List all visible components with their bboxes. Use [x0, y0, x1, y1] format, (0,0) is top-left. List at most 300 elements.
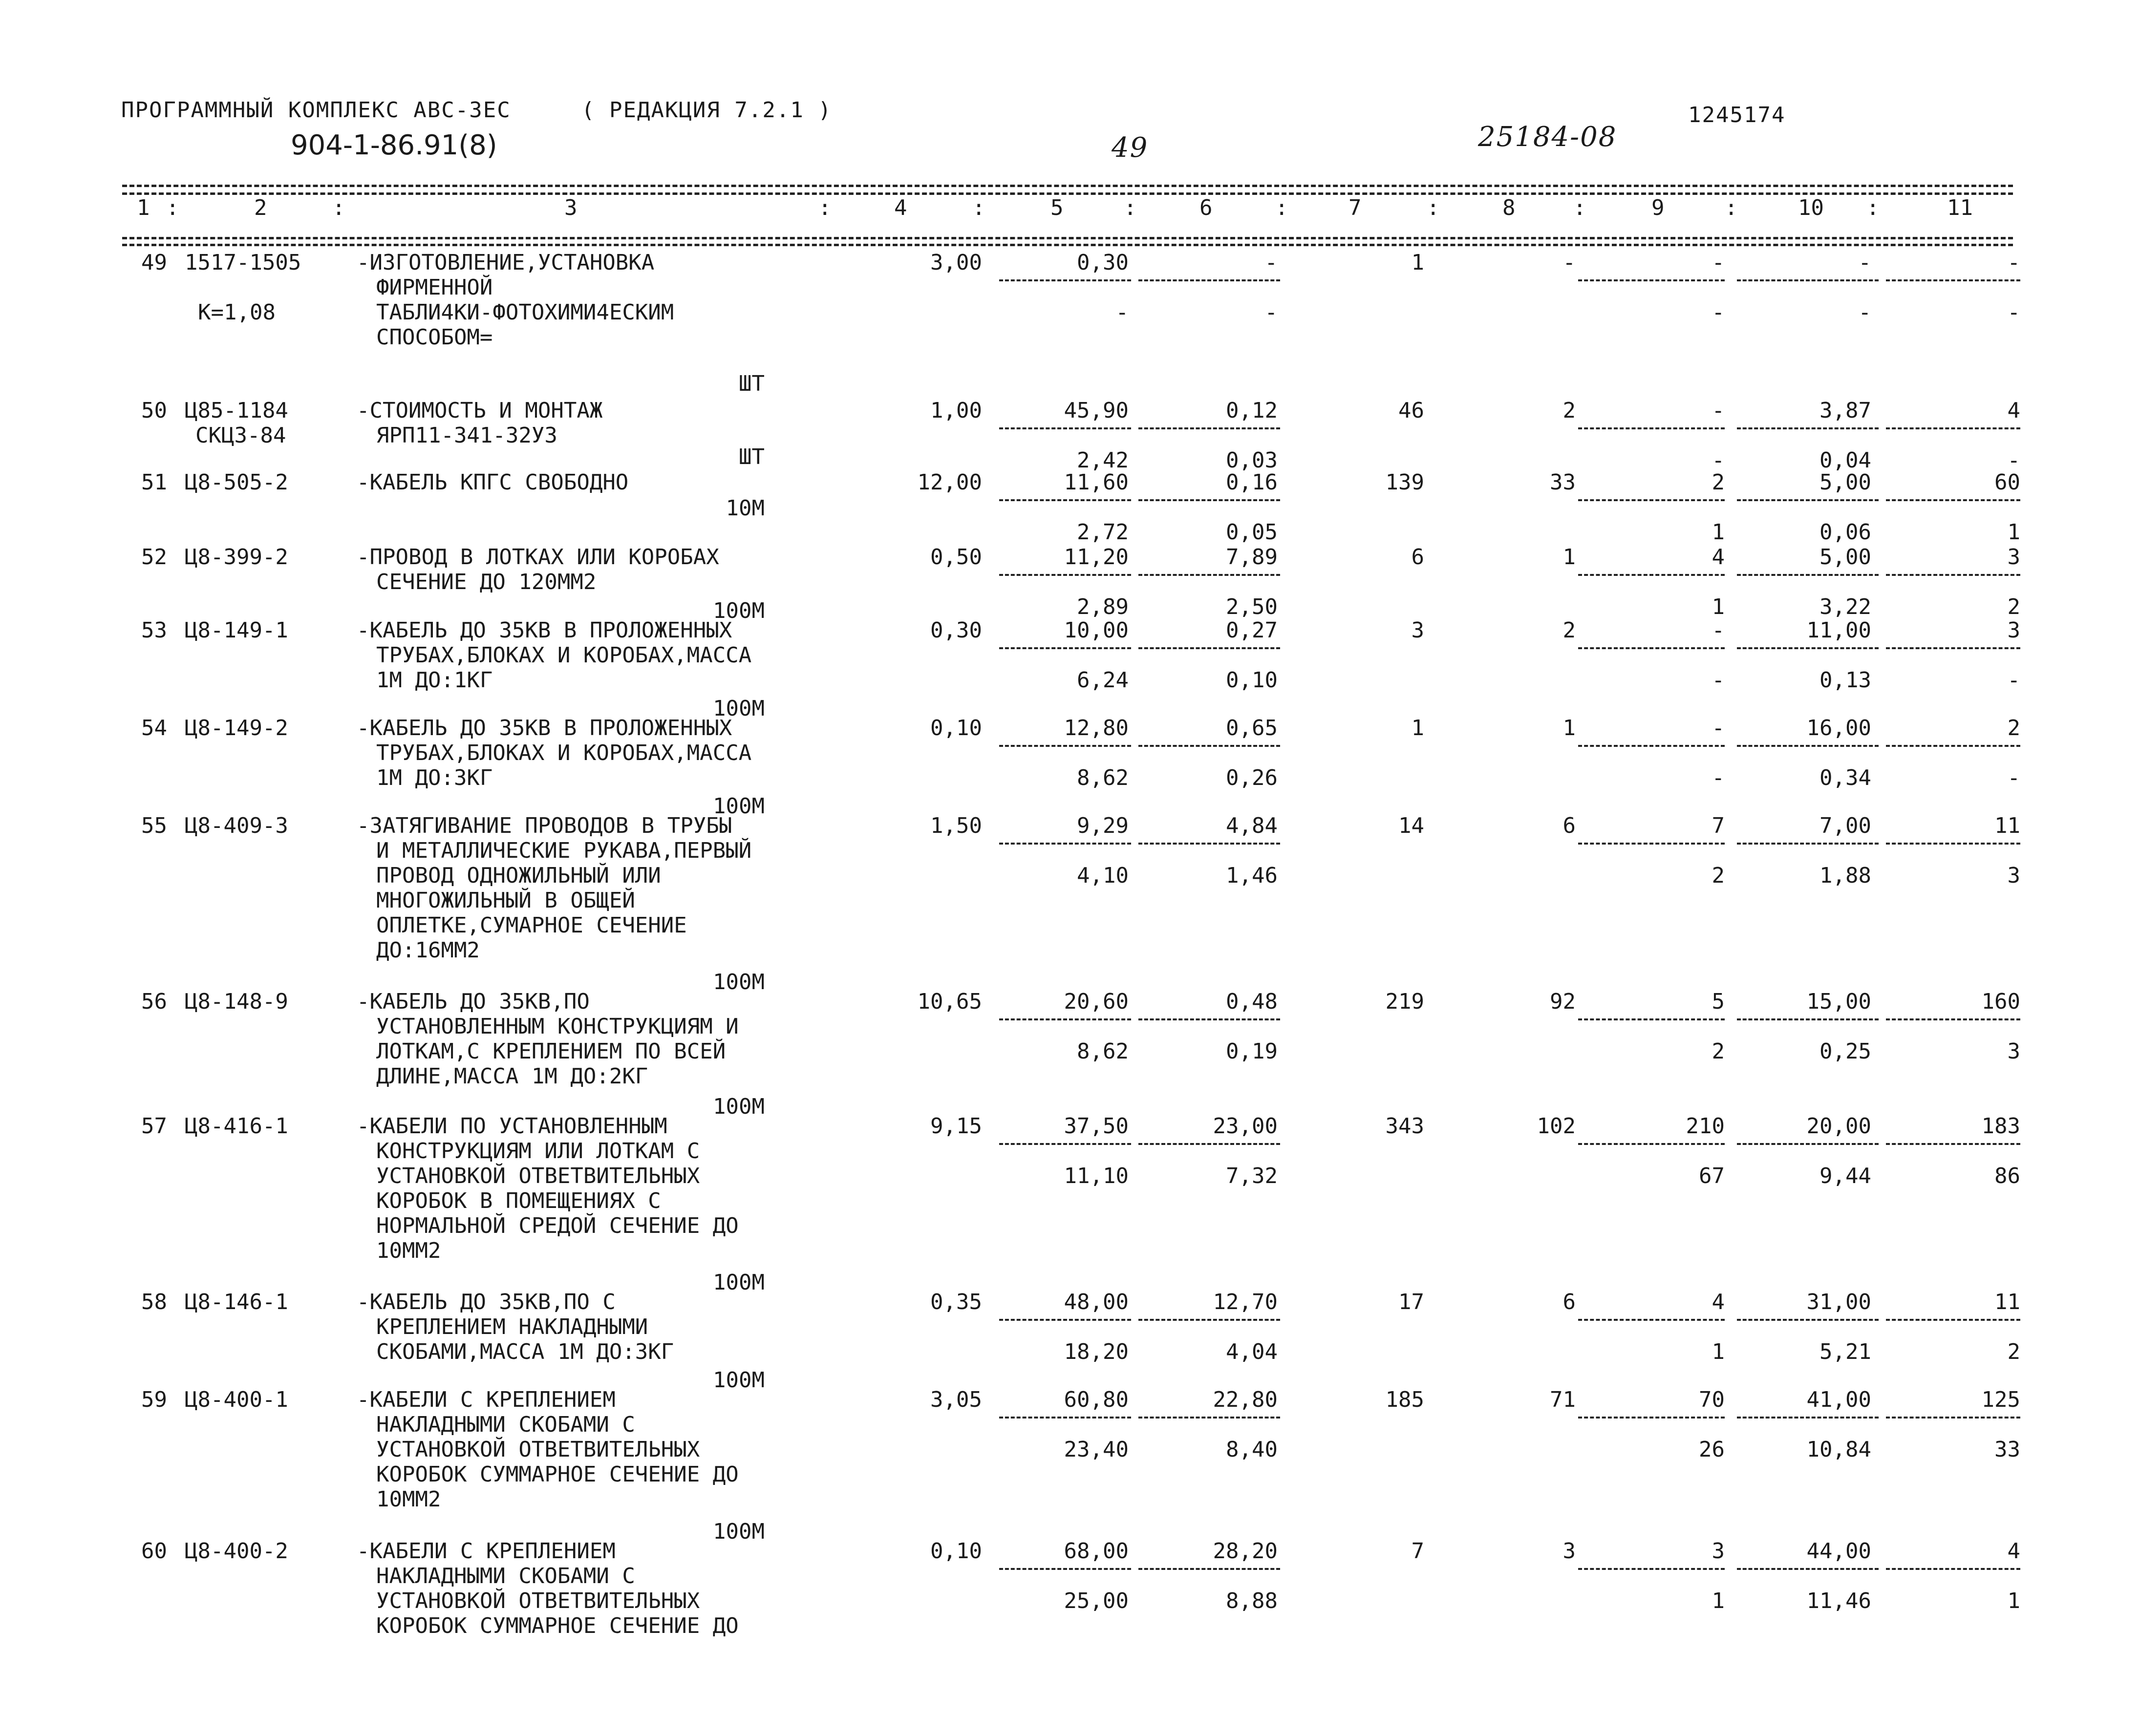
sub-value-c5: 2,72 [1077, 520, 1129, 545]
sub-value-c10: 10,84 [1806, 1437, 1871, 1462]
work-description-line: -КАБЕЛЬ ДО 35КВ В ПРОЛОЖЕННЫХ [357, 618, 732, 643]
sub-value-c9: 1 [1712, 1588, 1725, 1613]
value-c8: 6 [1562, 813, 1576, 838]
unit-of-measure: 100М [713, 598, 765, 623]
work-description-line: ТАБЛИ4КИ-ФОТОХИМИ4ЕСКИМ [376, 300, 674, 325]
work-description-line: -КАБЕЛЬ ДО 35КВ,ПО С [357, 1290, 616, 1314]
value-divider-c9 [1578, 647, 1725, 649]
value-c8: 2 [1562, 618, 1576, 643]
rate-code: Ц85-1184 [185, 398, 288, 423]
work-description-line: ДЛИНЕ,МАССА 1М ДО:2КГ [376, 1064, 648, 1089]
value-c11: 125 [1981, 1387, 2020, 1412]
value-c6: 4,84 [1226, 813, 1278, 838]
rate-code: Ц8-400-2 [185, 1539, 288, 1564]
value-c9: 2 [1712, 470, 1725, 495]
value-divider-c9 [1578, 427, 1725, 429]
value-c10: 31,00 [1806, 1290, 1871, 1314]
value-divider-c11 [1886, 427, 2020, 429]
row-number: 60 [141, 1539, 167, 1564]
value-c9: - [1712, 716, 1725, 741]
value-c8: 1 [1562, 545, 1576, 570]
value-c5: 11,20 [1064, 545, 1129, 570]
row-number: 53 [141, 618, 167, 643]
value-divider-c5 [999, 647, 1131, 649]
value-c10: 5,00 [1819, 545, 1871, 570]
value-divider-c5 [999, 499, 1131, 501]
unit-of-measure: 100М [713, 696, 765, 721]
value-c6: 0,16 [1226, 470, 1278, 495]
sub-value-c6: 8,88 [1226, 1588, 1278, 1613]
column-separator: : [1573, 195, 1586, 220]
work-description-line: ФИРМЕННОЙ [376, 275, 493, 300]
value-divider-c10 [1737, 1018, 1879, 1020]
value-c8: - [1562, 250, 1576, 275]
rate-code: 1517-1505 [185, 250, 301, 275]
work-description-line: УСТАНОВКОЙ ОТВЕТВИТЕЛЬНЫХ [376, 1164, 700, 1188]
unit-of-measure: ШТ [739, 371, 765, 396]
work-description-line: НАКЛАДНЫМИ СКОБАМИ С [376, 1564, 635, 1588]
unit-of-measure: 10М [726, 496, 765, 521]
work-description-line: МНОГОЖИЛЬНЫЙ В ОБЩЕЙ [376, 888, 635, 913]
value-divider-c5 [999, 427, 1131, 429]
sub-value-c5: - [1115, 300, 1129, 325]
sub-value-c11: 2 [2007, 594, 2020, 619]
value-c7: 46 [1398, 398, 1424, 423]
value-divider-c5 [999, 1417, 1131, 1418]
header-rule-top [122, 185, 2013, 187]
project-code: 904-1-86.91(8) [291, 129, 497, 161]
sub-value-c11: - [2007, 765, 2020, 790]
value-c9: 4 [1712, 545, 1725, 570]
value-divider-c9 [1578, 1417, 1725, 1418]
row-number: 56 [141, 989, 167, 1014]
rate-code: Ц8-146-1 [185, 1290, 288, 1314]
work-description-line: ПРОВОД ОДНОЖИЛЬНЫЙ ИЛИ [376, 863, 661, 888]
column-header-1: 1 [137, 195, 150, 220]
value-c10: 11,00 [1806, 618, 1871, 643]
value-divider-c11 [1886, 745, 2020, 747]
value-divider-c11 [1886, 499, 2020, 501]
value-c5: 68,00 [1064, 1539, 1129, 1564]
value-c11: 11 [1994, 813, 2020, 838]
value-divider-c11 [1886, 843, 2020, 845]
column-header-7: 7 [1348, 195, 1362, 220]
sub-value-c11: 2 [2007, 1339, 2020, 1364]
sub-value-c11: 1 [2007, 1588, 2020, 1613]
work-description-line: СЕЧЕНИЕ ДО 120ММ2 [376, 570, 597, 594]
sub-value-c11: 3 [2007, 863, 2020, 888]
sub-value-c11: - [2007, 448, 2020, 473]
work-description-line: СПОСОБОМ= [376, 325, 493, 350]
value-divider-c10 [1737, 499, 1879, 501]
sub-value-c6: 1,46 [1226, 863, 1278, 888]
unit-of-measure: 100М [713, 1094, 765, 1119]
value-c5: 10,00 [1064, 618, 1129, 643]
value-divider-c5 [999, 1568, 1131, 1570]
column-separator: : [1275, 195, 1288, 220]
value-divider-c9 [1578, 843, 1725, 845]
value-c4: 0,35 [930, 1290, 982, 1314]
value-c9: 4 [1712, 1290, 1725, 1314]
value-c7: 6 [1411, 545, 1424, 570]
header-rule-bottom-2 [122, 244, 2013, 246]
value-divider-c11 [1886, 1417, 2020, 1418]
value-c5: 37,50 [1064, 1114, 1129, 1139]
sub-value-c9: - [1712, 300, 1725, 325]
column-separator: : [166, 195, 179, 220]
value-c8: 102 [1537, 1114, 1576, 1139]
value-c11: 183 [1981, 1114, 2020, 1139]
sub-value-c6: 4,04 [1226, 1339, 1278, 1364]
value-divider-c11 [1886, 574, 2020, 576]
sub-value-c11: 3 [2007, 1039, 2020, 1064]
column-header-5: 5 [1050, 195, 1064, 220]
value-divider-c5 [999, 279, 1131, 281]
value-c6: 0,48 [1226, 989, 1278, 1014]
row-number: 51 [141, 470, 167, 495]
value-c4: 9,15 [930, 1114, 982, 1139]
sub-value-c5: 18,20 [1064, 1339, 1129, 1364]
row-number: 54 [141, 716, 167, 741]
work-description-line: -ИЗГОТОВЛЕНИЕ,УСТАНОВКА [357, 250, 655, 275]
rate-code: Ц8-148-9 [185, 989, 288, 1014]
value-c10: 15,00 [1806, 989, 1871, 1014]
column-header-3: 3 [564, 195, 578, 220]
value-divider-c6 [1138, 1143, 1280, 1145]
work-description-line: ДО:16ММ2 [376, 938, 480, 963]
value-divider-c5 [999, 843, 1131, 845]
value-c11: 4 [2007, 1539, 2020, 1564]
value-c5: 12,80 [1064, 716, 1129, 741]
work-description-line: -КАБЕЛЬ ДО 35КВ В ПРОЛОЖЕННЫХ [357, 716, 732, 741]
value-divider-c6 [1138, 1319, 1280, 1321]
work-description-line: УСТАНОВКОЙ ОТВЕТВИТЕЛЬНЫХ [376, 1588, 700, 1613]
sub-value-c6: 0,26 [1226, 765, 1278, 790]
value-divider-c10 [1737, 1143, 1879, 1145]
value-c9: 70 [1699, 1387, 1725, 1412]
column-separator: : [818, 195, 832, 220]
value-c11: 11 [1994, 1290, 2020, 1314]
unit-of-measure: 100М [713, 1519, 765, 1544]
work-description-line: -КАБЕЛЬ ДО 35КВ,ПО [357, 989, 590, 1014]
sub-value-c10: 1,88 [1819, 863, 1871, 888]
work-description-line: ТРУБАХ,БЛОКАХ И КОРОБАХ,МАССА [376, 643, 752, 668]
value-c6: 0,12 [1226, 398, 1278, 423]
work-description-line: 10ММ2 [376, 1238, 441, 1263]
sub-value-c9: 1 [1712, 520, 1725, 545]
sub-value-c11: 86 [1994, 1164, 2020, 1188]
value-c6: 22,80 [1213, 1387, 1278, 1412]
value-divider-c10 [1737, 1417, 1879, 1418]
sub-value-c10: 11,46 [1806, 1588, 1871, 1613]
value-divider-c6 [1138, 647, 1280, 649]
value-divider-c6 [1138, 574, 1280, 576]
value-c5: 20,60 [1064, 989, 1129, 1014]
value-divider-c9 [1578, 1143, 1725, 1145]
work-description-line: НОРМАЛЬНОЙ СРЕДОЙ СЕЧЕНИЕ ДО [376, 1213, 739, 1238]
value-c4: 12,00 [917, 470, 982, 495]
value-divider-c5 [999, 574, 1131, 576]
value-divider-c6 [1138, 1568, 1280, 1570]
unit-of-measure: 100М [713, 970, 765, 995]
column-header-4: 4 [894, 195, 907, 220]
column-separator: : [972, 195, 985, 220]
value-c7: 1 [1411, 250, 1424, 275]
value-c5: 48,00 [1064, 1290, 1129, 1314]
row-number: 49 [141, 250, 167, 275]
value-divider-c6 [1138, 427, 1280, 429]
value-c6: 0,27 [1226, 618, 1278, 643]
value-divider-c9 [1578, 1018, 1725, 1020]
work-description-line: -СТОИМОСТЬ И МОНТАЖ [357, 398, 603, 423]
value-c7: 7 [1411, 1539, 1424, 1564]
row-number: 55 [141, 813, 167, 838]
rate-code: Ц8-416-1 [185, 1114, 288, 1139]
value-c10: 16,00 [1806, 716, 1871, 741]
sub-value-c10: 5,21 [1819, 1339, 1871, 1364]
value-c7: 343 [1385, 1114, 1424, 1139]
value-divider-c5 [999, 1018, 1131, 1020]
value-c5: 45,90 [1064, 398, 1129, 423]
column-header-8: 8 [1502, 195, 1516, 220]
sub-value-c11: 33 [1994, 1437, 2020, 1462]
rate-code: Ц8-149-1 [185, 618, 288, 643]
work-description-line: 1М ДО:1КГ [376, 668, 493, 693]
value-divider-c9 [1578, 1568, 1725, 1570]
value-c4: 0,50 [930, 545, 982, 570]
sub-value-c9: - [1712, 765, 1725, 790]
row-number: 58 [141, 1290, 167, 1314]
value-c6: 23,00 [1213, 1114, 1278, 1139]
value-c8: 6 [1562, 1290, 1576, 1314]
column-header-6: 6 [1199, 195, 1213, 220]
work-description-line: КОРОБОК В ПОМЕЩЕНИЯХ С [376, 1188, 661, 1213]
value-c11: - [2007, 250, 2020, 275]
value-c8: 71 [1550, 1387, 1576, 1412]
value-c5: 9,29 [1077, 813, 1129, 838]
value-c10: 7,00 [1819, 813, 1871, 838]
value-divider-c11 [1886, 1319, 2020, 1321]
sub-value-c11: - [2007, 300, 2020, 325]
row-number: 52 [141, 545, 167, 570]
row-number: 50 [141, 398, 167, 423]
value-divider-c10 [1737, 647, 1879, 649]
sub-value-c9: 1 [1712, 594, 1725, 619]
sub-value-c9: 1 [1712, 1339, 1725, 1364]
rate-code: Ц8-399-2 [185, 545, 288, 570]
value-c9: 210 [1686, 1114, 1725, 1139]
value-divider-c9 [1578, 574, 1725, 576]
value-c4: 3,05 [930, 1387, 982, 1412]
value-divider-c10 [1737, 745, 1879, 747]
work-description-line: -КАБЕЛИ С КРЕПЛЕНИЕМ [357, 1387, 616, 1412]
value-c5: 11,60 [1064, 470, 1129, 495]
value-c6: 0,65 [1226, 716, 1278, 741]
work-description-line: УСТАНОВЛЕННЫМ КОНСТРУКЦИЯМ И [376, 1014, 739, 1039]
value-c4: 0,10 [930, 1539, 982, 1564]
value-c10: 44,00 [1806, 1539, 1871, 1564]
value-c9: - [1712, 618, 1725, 643]
value-c7: 139 [1385, 470, 1424, 495]
rate-code: Ц8-505-2 [185, 470, 288, 495]
value-c5: 0,30 [1077, 250, 1129, 275]
work-description-line: НАКЛАДНЫМИ СКОБАМИ С [376, 1412, 635, 1437]
work-description-line: УСТАНОВКОЙ ОТВЕТВИТЕЛЬНЫХ [376, 1437, 700, 1462]
work-description-line: КОНСТРУКЦИЯМ ИЛИ ЛОТКАМ С [376, 1139, 700, 1164]
value-divider-c10 [1737, 279, 1879, 281]
sub-value-c5: 11,10 [1064, 1164, 1129, 1188]
value-c7: 14 [1398, 813, 1424, 838]
value-c10: 41,00 [1806, 1387, 1871, 1412]
value-c10: 20,00 [1806, 1114, 1871, 1139]
value-c4: 1,50 [930, 813, 982, 838]
value-divider-c5 [999, 745, 1131, 747]
sub-value-c5: 2,42 [1077, 448, 1129, 473]
value-c8: 2 [1562, 398, 1576, 423]
sub-value-c6: 0,10 [1226, 668, 1278, 693]
sub-value-c10: 9,44 [1819, 1164, 1871, 1188]
value-c7: 3 [1411, 618, 1424, 643]
sub-value-c6: 0,19 [1226, 1039, 1278, 1064]
work-description-line: ТРУБАХ,БЛОКАХ И КОРОБАХ,МАССА [376, 741, 752, 765]
sub-value-c6: 0,05 [1226, 520, 1278, 545]
sub-value-c10: 0,13 [1819, 668, 1871, 693]
work-description-line: КОРОБОК СУММАРНОЕ СЕЧЕНИЕ ДО [376, 1462, 739, 1487]
value-c8: 1 [1562, 716, 1576, 741]
program-title: ПРОГРАММНЫЙ КОМПЛЕКС АВС-3ЕС [121, 98, 511, 123]
work-description-line: -ЗАТЯГИВАНИЕ ПРОВОДОВ В ТРУБЫ [357, 813, 732, 838]
sub-value-c6: 7,32 [1226, 1164, 1278, 1188]
value-divider-c9 [1578, 1319, 1725, 1321]
value-divider-c6 [1138, 1018, 1280, 1020]
value-c9: 5 [1712, 989, 1725, 1014]
value-c4: 0,10 [930, 716, 982, 741]
work-description-line: СКОБАМИ,МАССА 1М ДО:3КГ [376, 1339, 674, 1364]
value-c11: 3 [2007, 618, 2020, 643]
value-c7: 1 [1411, 716, 1424, 741]
sub-value-c9: - [1712, 448, 1725, 473]
value-divider-c10 [1737, 574, 1879, 576]
value-c6: 12,70 [1213, 1290, 1278, 1314]
value-c6: 28,20 [1213, 1539, 1278, 1564]
value-divider-c10 [1737, 1568, 1879, 1570]
work-description-line: ЯРП11-341-32У3 [376, 423, 557, 448]
column-separator: : [1124, 195, 1137, 220]
rate-code: Ц8-409-3 [185, 813, 288, 838]
value-divider-c10 [1737, 1319, 1879, 1321]
value-c10: - [1858, 250, 1871, 275]
value-c7: 17 [1398, 1290, 1424, 1314]
work-description-line: -КАБЕЛИ ПО УСТАНОВЛЕННЫМ [357, 1114, 667, 1139]
sub-value-c5: 4,10 [1077, 863, 1129, 888]
sub-value-c5: 8,62 [1077, 765, 1129, 790]
sub-value-c9: 26 [1699, 1437, 1725, 1462]
value-c8: 3 [1562, 1539, 1576, 1564]
value-c9: - [1712, 398, 1725, 423]
rate-code: Ц8-400-1 [185, 1387, 288, 1412]
value-divider-c6 [1138, 745, 1280, 747]
sub-value-c9: - [1712, 668, 1725, 693]
column-header-10: 10 [1798, 195, 1824, 220]
value-divider-c11 [1886, 279, 2020, 281]
sub-value-c5: 8,62 [1077, 1039, 1129, 1064]
value-c11: 160 [1981, 989, 2020, 1014]
sub-value-c10: - [1858, 300, 1871, 325]
value-divider-c11 [1886, 1143, 2020, 1145]
work-description-line: КРЕПЛЕНИЕМ НАКЛАДНЫМИ [376, 1314, 648, 1339]
sub-value-c6: 0,03 [1226, 448, 1278, 473]
edition-label: ( РЕДАКЦИЯ 7.2.1 ) [581, 98, 832, 123]
work-description-line: И МЕТАЛЛИЧЕСКИЕ РУКАВА,ПЕРВЫЙ [376, 838, 752, 863]
value-c10: 3,87 [1819, 398, 1871, 423]
value-divider-c9 [1578, 499, 1725, 501]
coefficient: К=1,08 [198, 300, 276, 325]
unit-of-measure: 100М [713, 794, 765, 819]
value-c6: 7,89 [1226, 545, 1278, 570]
unit-of-measure: 100М [713, 1368, 765, 1393]
sub-value-c9: 67 [1699, 1164, 1725, 1188]
value-c9: 3 [1712, 1539, 1725, 1564]
work-description-line: КОРОБОК СУММАРНОЕ СЕЧЕНИЕ ДО [376, 1613, 739, 1638]
unit-of-measure: ШТ [739, 445, 765, 469]
value-divider-c9 [1578, 745, 1725, 747]
value-c11: 60 [1994, 470, 2020, 495]
value-c9: - [1712, 250, 1725, 275]
value-c4: 0,30 [930, 618, 982, 643]
sub-value-c5: 25,00 [1064, 1588, 1129, 1613]
sub-value-c9: 2 [1712, 1039, 1725, 1064]
work-description-line: -КАБЕЛИ С КРЕПЛЕНИЕМ [357, 1539, 616, 1564]
value-divider-c6 [1138, 1417, 1280, 1418]
sub-value-c11: - [2007, 668, 2020, 693]
value-c4: 1,00 [930, 398, 982, 423]
sub-value-c10: 0,04 [1819, 448, 1871, 473]
value-c11: 2 [2007, 716, 2020, 741]
value-divider-c5 [999, 1143, 1131, 1145]
value-c9: 7 [1712, 813, 1725, 838]
work-description-line: ЛОТКАМ,С КРЕПЛЕНИЕМ ПО ВСЕЙ [376, 1039, 726, 1064]
sub-value-c5: 23,40 [1064, 1437, 1129, 1462]
document-number: 1245174 [1688, 103, 1786, 127]
work-description-line: -ПРОВОД В ЛОТКАХ ИЛИ КОРОБАХ [357, 545, 719, 570]
page-number: 49 [1112, 132, 1149, 164]
value-divider-c6 [1138, 499, 1280, 501]
value-divider-c9 [1578, 279, 1725, 281]
value-c5: 60,80 [1064, 1387, 1129, 1412]
value-divider-c11 [1886, 1018, 2020, 1020]
sub-value-c5: 6,24 [1077, 668, 1129, 693]
value-c8: 33 [1550, 470, 1576, 495]
sub-value-c6: 2,50 [1226, 594, 1278, 619]
value-divider-c6 [1138, 279, 1280, 281]
sub-value-c6: 8,40 [1226, 1437, 1278, 1462]
header-rule-top-2 [122, 192, 2013, 195]
value-divider-c11 [1886, 1568, 2020, 1570]
value-divider-c11 [1886, 647, 2020, 649]
sub-value-c5: 2,89 [1077, 594, 1129, 619]
work-description-line: ОПЛЕТКЕ,СУМАРНОЕ СЕЧЕНИЕ [376, 913, 687, 938]
row-number: 57 [141, 1114, 167, 1139]
column-separator: : [1725, 195, 1738, 220]
work-description-line: 1М ДО:3КГ [376, 765, 493, 790]
sub-value-c10: 0,06 [1819, 520, 1871, 545]
value-c6: - [1264, 250, 1278, 275]
header-rule-bottom [122, 237, 2013, 239]
sub-value-c6: - [1264, 300, 1278, 325]
column-header-11: 11 [1947, 195, 1973, 220]
value-c7: 219 [1385, 989, 1424, 1014]
column-header-9: 9 [1651, 195, 1665, 220]
